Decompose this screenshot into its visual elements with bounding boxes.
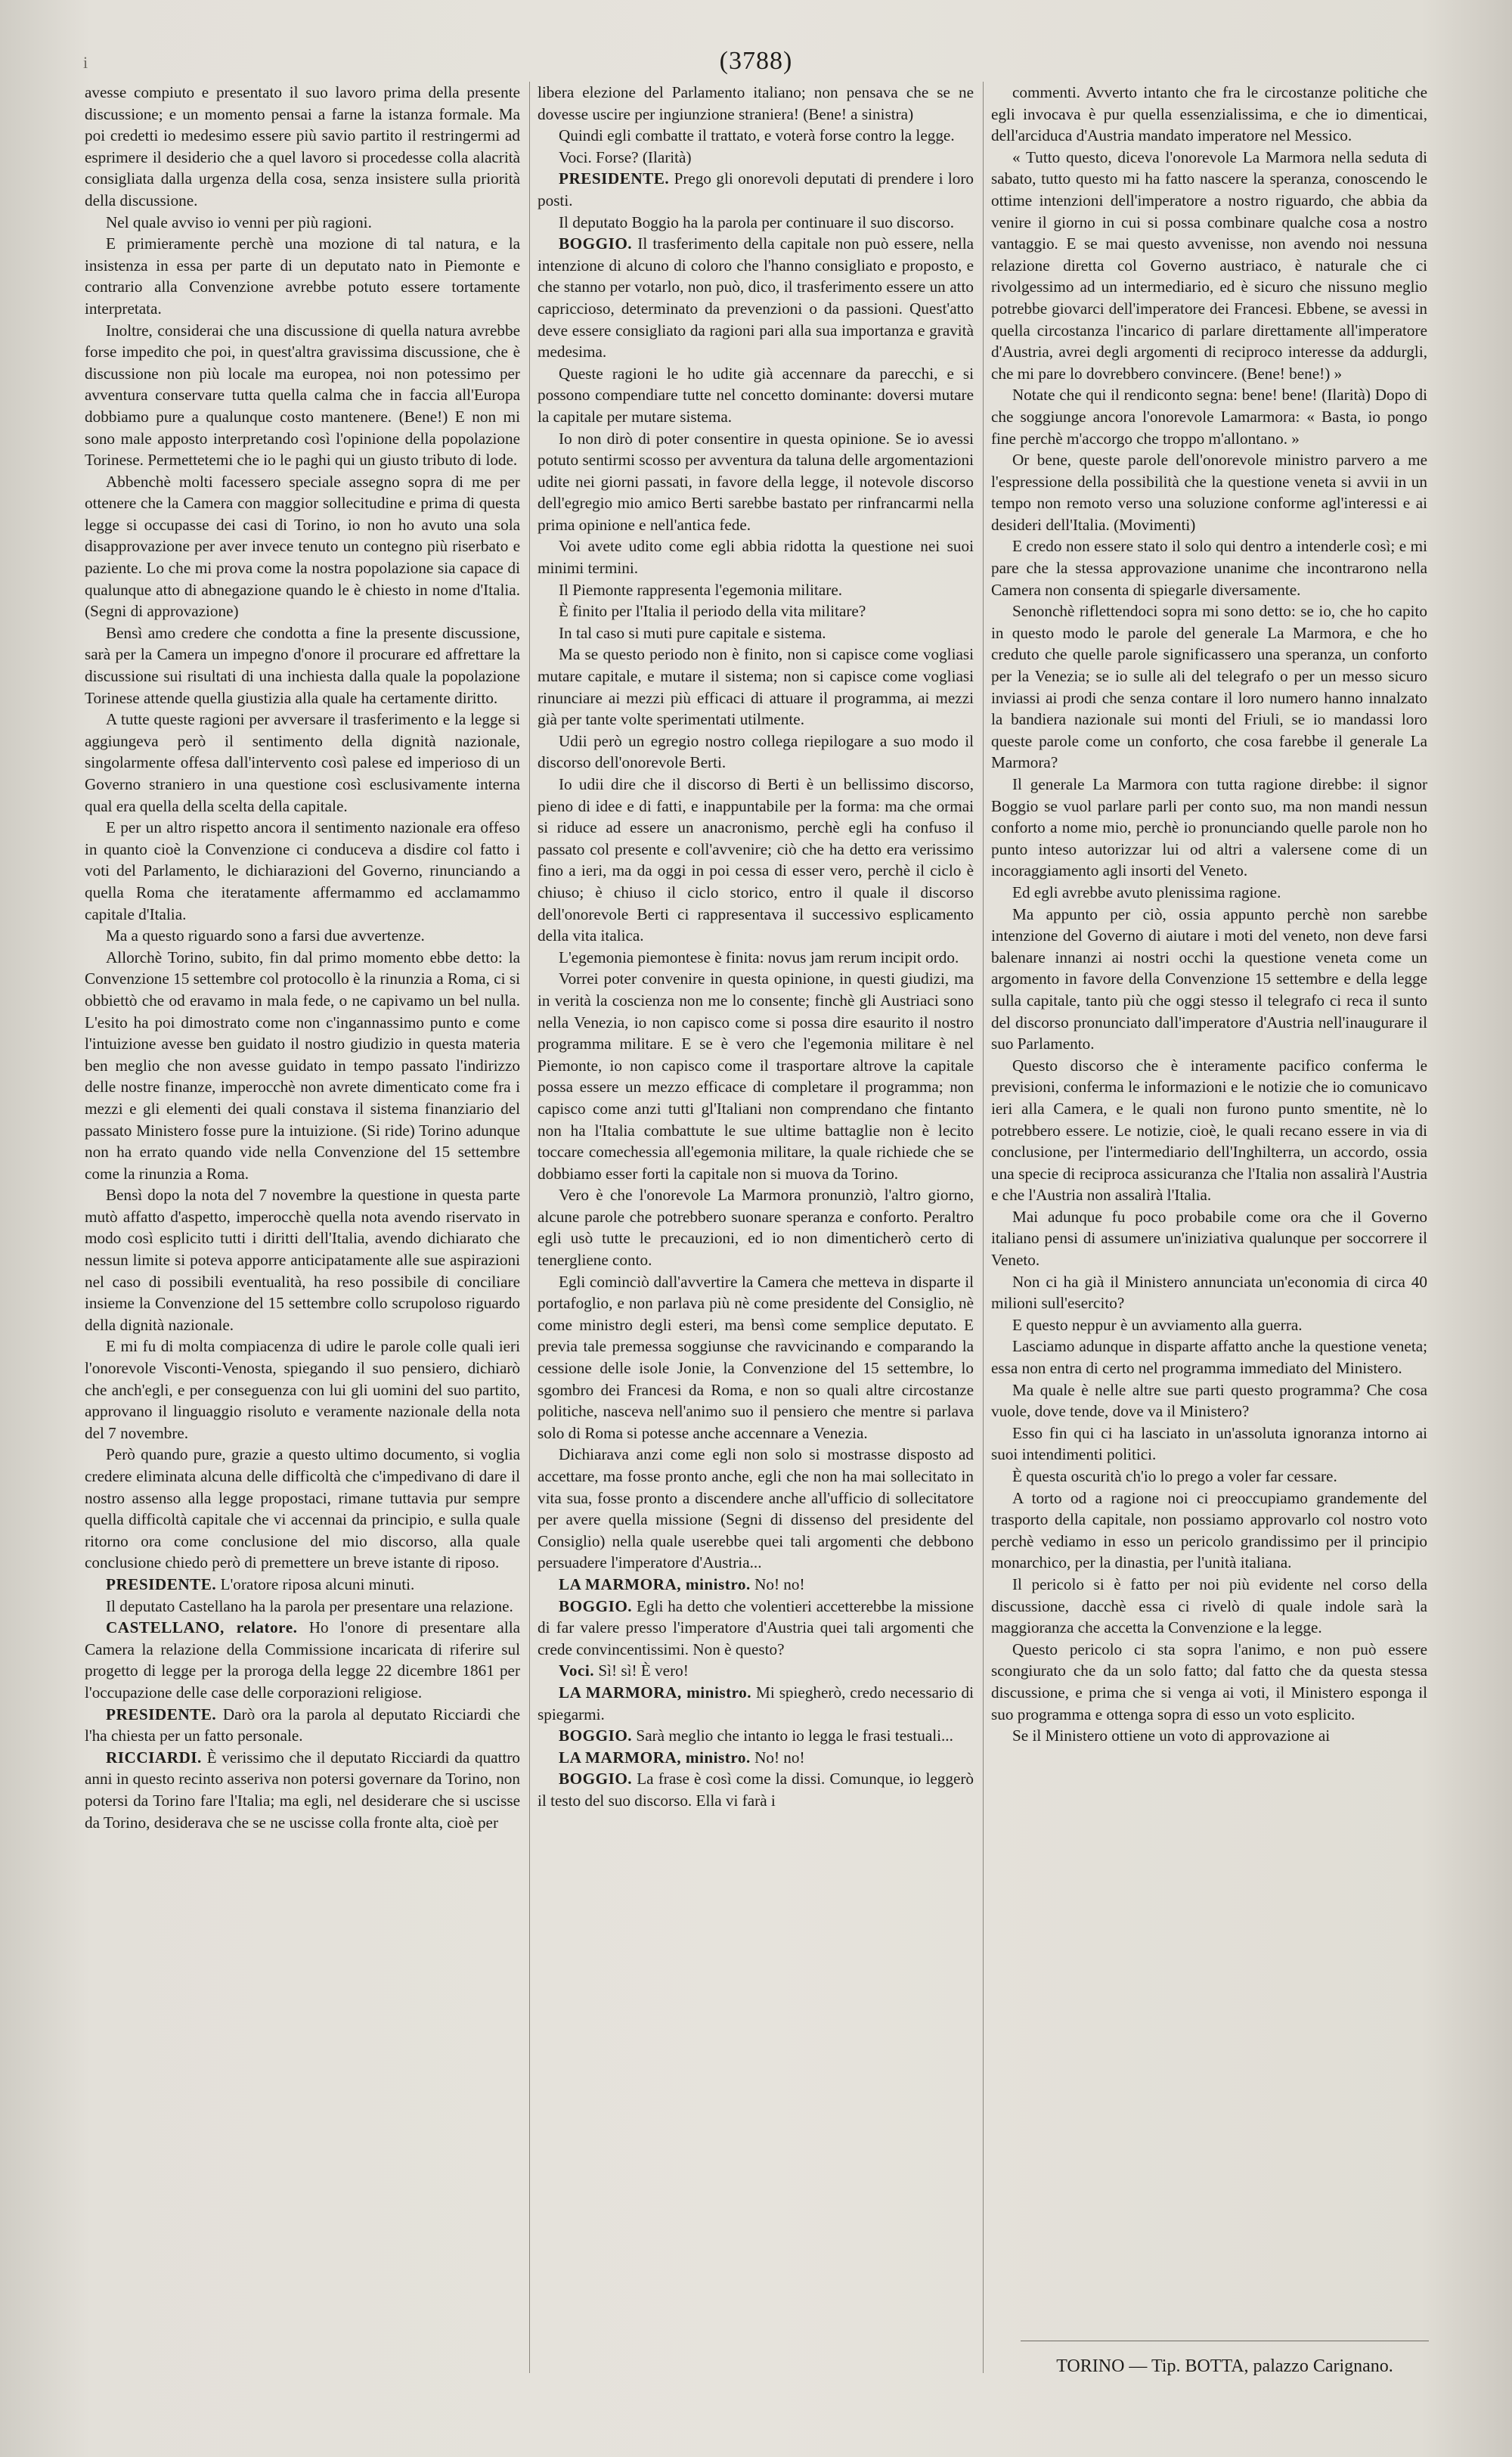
- paragraph: Non ci ha già il Ministero annunciata un'economia di circa 40 milioni sull'esercito?: [991, 1272, 1427, 1313]
- paragraph: A torto od a ragione noi ci preoccupiamo grandemente del trasporto della capitale, non possiamo approvarlo col nostro voto perchè vediamo in esso un pericolo grandissimo per il principio monarchico, per la dinastia, per l'unità italiana.: [991, 1488, 1427, 1572]
- speech: [85, 1596, 520, 1618]
- paragraph: Bensì amo credere che condotta a fine la presente discussione, sarà per la Camera un impegno d'onore il procurare ed affrettare la discussione sui risultati di una inchiesta dalla quale la popolazione Torinese attende quella giustizia alla quale ha certamente diritto.: [85, 623, 520, 707]
- paragraph: Il pericolo si è fatto per noi più evidente nel corso della discussione, dacchè essa ci rivelò di quale indole sarà la maggioranza che accetta la Convenzione e la legge.: [991, 1574, 1427, 1637]
- paragraph: Quindi egli combatte il trattato, e voterà forse contro la legge.: [559, 126, 955, 145]
- paragraph: commenti. Avverto intanto che fra le circostanze politiche che egli invocava è pur quella essenzialissima, e che io dimenticai, dell'arciduca d'Austria mandato imperatore nel Messico.: [991, 83, 1427, 145]
- speech-text: Darò ora la parola al deputato Ricciardi che l'ha chiesta per un fatto personale.: [85, 1705, 520, 1745]
- paragraph: Dichiarava anzi come egli non solo si mostrasse disposto ad accettare, ma fosse pronto anche, egli che non ha mai sollecitato in vita sua, fosse pronto a discendere anche all'ufficio di sollecitatore per avere quella missione (Segni di dissenso del presidente del Consiglio) nella quale userebbe quei tali argomenti che debbono persuadere l'imperatore d'Austria...: [538, 1445, 974, 1572]
- speech-text: Ho l'onore di presentare alla Camera la relazione della Commissione incaricata di riferire sul progetto di legge per la proroga della legge 22 dicembre 1861 per l'occupazione delle case delle corporazioni religiose.: [85, 1618, 520, 1702]
- speech: [85, 1617, 520, 1703]
- speech-text: È verissimo che il deputato Ricciardi da quattro anni in questo recinto asseriva non potersi governare da Torino, non potersi da Torino fare l'Italia; ma egli, nel desiderare che si uscisse da Torino, desiderava che se ne uscisse colla fronte alta, cioè per: [85, 1748, 520, 1832]
- paragraph: È finito per l'Italia il periodo della vita militare?: [559, 602, 866, 621]
- speech: [538, 233, 974, 363]
- paragraph: Ma se questo periodo non è finito, non si capisce come vogliasi mutare capitale, e mutare il sistema; non si capisce come vogliasi rinunciare ai mezzi più efficaci di attuare il programma, ai mezzi già per tante volte sperimentati utilmente.: [538, 645, 974, 729]
- speech-text: L'oratore riposa alcuni minuti.: [220, 1574, 415, 1593]
- speaker-name: CASTELLANO, relatore.: [106, 1618, 298, 1637]
- paragraph: Allorchè Torino, subito, fin dal primo momento ebbe detto: la Convenzione 15 settembre col protocollo è la rinunzia a Roma, ci si obbiettò che od eravamo in mala fede, o ne capivamo un bel nulla. L'esito ha poi dimostrato come non c'ingannassimo punto e come l'intuizione avesse ben guidato il nostro giudizio in questa materia ben meglio che non avesse guidato in tempo passato l'indirizzo delle nostre finanze, imperocchè non avrete dimenticato come fra i mezzi e gli elementi dei quali constava il sistema finanziario del passato Ministero fosse pure la intuizione. (Si ride) Torino adunque non ha errato quando vide nella Convenzione del 15 settembre come la rinunzia a Roma.: [85, 948, 520, 1183]
- speaker-name: BOGGIO.: [559, 234, 633, 253]
- paragraph: È questa oscurità ch'io lo prego a voler far cessare.: [1012, 1467, 1337, 1485]
- paragraph: Esso fin qui ci ha lasciato in un'assoluta ignoranza intorno ai suoi intendimenti politici.: [991, 1423, 1427, 1464]
- speaker-name: Voci.: [559, 1661, 595, 1680]
- paragraph: E mi fu di molta compiacenza di udire le parole colle quali ieri l'onorevole Visconti-Venosta, spiegando il suo pensiero, dichiarò che anch'egli, e per conseguenza con lui gli uomini del suo partito, approvano il linguaggio risoluto e veramente nazionale della nota del 7 novembre.: [85, 1337, 520, 1442]
- paragraph: Lasciamo adunque in disparte affatto anche la questione veneta; essa non entra di certo nel programma immediato del Ministero.: [991, 1337, 1427, 1378]
- page-number: (3788): [719, 47, 793, 75]
- speech: [538, 1768, 974, 1811]
- paragraph: Il Piemonte rappresenta l'egemonia militare.: [559, 580, 843, 599]
- speech-text: No! no!: [754, 1574, 805, 1593]
- margin-mark: i: [83, 53, 88, 72]
- speech: [85, 1574, 520, 1596]
- column-2: [529, 82, 974, 2373]
- column-3: [983, 82, 1427, 2373]
- paragraph: Notate che qui il rendiconto segna: bene! bene! (Ilarità) Dopo di che soggiunge ancora l'onorevole Lamarmora: « Basta, io pongo fine perchè m'accorgo che troppo m'allontano. »: [991, 386, 1427, 448]
- paragraph: Ma a questo riguardo sono a farsi due avvertenze.: [106, 926, 425, 945]
- paragraph: Senonchè riflettendoci sopra mi sono detto: se io, che ho capito in questo modo le parole del generale La Marmora, e che ho creduto che quelle parole significassero una speranza, un conforto per la Venezia; se io sulle ali del telegrafo o per un messo sicuro inviassi ai prodi che senza contare il loro numero hanno innalzato la bandiera nazionale sui monti del Friuli, se io mandassi loro queste parole come un conforto, che cosa farebbe il generale La Marmora?: [991, 602, 1427, 772]
- paragraph: Ma quale è nelle altre sue parti questo programma? Che cosa vuole, dove tende, dove va il Ministero?: [991, 1380, 1427, 1421]
- speech: [85, 1747, 520, 1833]
- speaker-name: BOGGIO.: [559, 1770, 633, 1788]
- speech: [538, 168, 974, 211]
- colophon: TORINO — Tip. BOTTA, palazzo Carignano.: [1021, 2341, 1429, 2377]
- paragraph: Mai adunque fu poco probabile come ora che il Governo italiano pensi di assumere un'iniziativa qualunque per soccorrere il Veneto.: [991, 1207, 1427, 1270]
- speech-text: Egli ha detto che volentieri accetterebbe la missione di far valere presso l'imperatore d'Austria quei tali argomenti che crede convincentissimi. Non è questo?: [538, 1596, 974, 1658]
- paragraph: Voci. Forse? (Ilarità): [559, 147, 692, 166]
- speaker-name: LA MARMORA, ministro.: [559, 1574, 751, 1593]
- paragraph: Voi avete udito come egli abbia ridotta la questione nei suoi minimi termini.: [538, 537, 974, 578]
- paragraph: Questo pericolo ci sta sopra l'animo, e non può essere scongiurato che da un solo fatto; dal fatto che da questa stessa discussione, e prima che si venga ai voti, il Ministero esponga il suo programma e ottenga sopra di esso un voto esplicito.: [991, 1640, 1427, 1723]
- column-1: [85, 82, 520, 2373]
- speech: [538, 1574, 974, 1596]
- paragraph: « Tutto questo, diceva l'onorevole La Marmora nella seduta di sabato, tutto questo mi ha fatto nascere la speranza, conoscendo le ottime intenzioni dell'imperatore a nostro riguardo, che abbia da venire il giorno in cui si possa combinare qualche cosa a nostro vantaggio. E se mai questo avvenisse, non avendo noi nessuna relazione diretta col Governo austriaco, è naturale che ci rivolgessimo ad un intermediario, ed è sicuro che nissuno meglio potrebbe giovarci dell'imperatore dei Francesi. Ebbene, se avessi in quella circostanza l'incarico di parlare direttamente all'imperatore d'Austria, avrei degli argomenti di reciproco interesse da addurgli, che mi pare lo dovrebbero convincere. (Bene! bene!) »: [991, 147, 1427, 383]
- paragraph: Egli cominciò dall'avvertire la Camera che metteva in disparte il portafoglio, e non parlava più nè come presidente del Consiglio, nè come ministro degli esteri, ma bensì come semplice deputato. E previa tale premessa soggiunse che ravvicinando e comparando la cessione delle isole Jonie, la Convenzione del 15 settembre, lo sgombro dei Francesi da Roma, e non so quali altre circostanze politiche, nasceva nell'animo suo il pensiero che mentre si parlava solo di Roma si potesse anche accennare a Venezia.: [538, 1272, 974, 1442]
- paragraph: In tal caso si muti pure capitale e sistema.: [559, 623, 826, 642]
- speech-text: Sì! sì! È vero!: [598, 1661, 689, 1680]
- speech: [538, 1596, 974, 1661]
- paragraph: Udii però un egregio nostro collega riepilogare a suo modo il discorso dell'onorevole Berti.: [538, 731, 974, 772]
- speech: [85, 1704, 520, 1747]
- paragraph: Bensì dopo la nota del 7 novembre la questione in questa parte mutò affatto d'aspetto, imperocchè quella nota avendo riservato in modo così esplicito tutti i diritti dell'Italia, avendo dichiarato che nessun limite si poteva apporre anticipatamente alle sue aspirazioni nel caso di possibili eventualità, ha reso possibile di conciliare insieme la Convenzione del 15 settembre collo scrupoloso riguardo della dignità nazionale.: [85, 1186, 520, 1334]
- speech-text: Il deputato Boggio ha la parola per continuare il suo discorso.: [559, 213, 955, 231]
- speech-text: Prego gli onorevoli deputati di prendere i loro posti.: [538, 169, 974, 209]
- paragraph: Or bene, queste parole dell'onorevole ministro parvero a me l'espressione della possibilità che la questione veneta si avvii in un tempo non remoto verso una soluzione conforme agl'interessi e ai desideri dell'Italia. (Movimenti): [991, 451, 1427, 534]
- paragraph: Vorrei poter convenire in questa opinione, in questi giudizi, ma in verità la coscienza non me lo consente; finchè gli Austriaci sono nella Venezia, io non capisco come si possa dire esaurito il nostro programma militare. E se è vero che l'egemonia militare è nel Piemonte, io non capisco come il trasportare altrove la capitale possa essere un mezzo efficace di completare il programma; non capisco come anzi tutti gl'Italiani non comprendano che fintanto non ha l'Italia combattute le sue ultime battaglie non è lecito toccare comechessia all'egemonia militare, la quale richiede che se dobbiamo esser forti la capitale non si muova da Torino.: [538, 969, 974, 1183]
- speech-text: Il trasferimento della capitale non può essere, nella intenzione di alcuno di coloro che l'hanno consigliato e proposto, e che stanno per votarlo, non può, dico, il trasferimento essere un atto capriccioso, determinato da prevenzioni o da passioni. Quest'atto deve essere consigliato da ragioni pari alla sua importanza e gravità medesima.: [538, 234, 974, 361]
- paragraph: avesse compiuto e presentato il suo lavoro prima della presente discussione; e un momento pensai a farne la istanza formale. Ma poi credetti io medesimo essere più savio partito il restringermi ad esprimere il desiderio che a quel lavoro si procedesse colla alacrità consigliata dalla urgenza della cosa, senza insistere sulla priorità della discussione.: [85, 83, 520, 209]
- speech: [538, 1725, 974, 1747]
- speaker-name: PRESIDENTE.: [106, 1574, 217, 1593]
- speaker-name: BOGGIO.: [559, 1596, 633, 1615]
- paragraph: Abbenchè molti facessero speciale assegno sopra di me per ottenere che la Camera con maggior sollecitudine e prima di questa legge si occupasse dei casi di Torino, io non ho avuto una sola disapprovazione per aver invece tenuto un contegno più riserbato e paziente. Lo che mi prova come la nostra popolazione sia capace di qualunque atto di abnegazione quando le è chiesto in nome d'Italia. (Segni di approvazione): [85, 472, 520, 621]
- paragraph: L'egemonia piemontese è finita: novus jam rerum incipit ordo.: [559, 948, 959, 966]
- speech-text: No! no!: [754, 1748, 805, 1767]
- speech-text: Mi spiegherò, credo necessario di spiegarmi.: [538, 1683, 974, 1723]
- speaker-name: RICCIARDI.: [106, 1748, 202, 1767]
- paragraph: Vero è che l'onorevole La Marmora pronunziò, l'altro giorno, alcune parole che potrebbero suonare speranza e conforto. Peraltro egli usò tutte le precauzioni, ed io non dimenticherò certo di tenergliene conto.: [538, 1186, 974, 1270]
- paragraph: Io non dirò di poter consentire in questa opinione. Se io avessi potuto sentirmi scosso per avventura da taluna delle argomentazioni udite nei giorni passati, in favore della legge, il notevole discorso dell'egregio mio amico Berti sarebbe bastato per rinfrancarmi nella prima opinione e nell'antica fede.: [538, 429, 974, 534]
- speech-text: Sarà meglio che intanto io legga le frasi testuali...: [636, 1726, 953, 1745]
- paragraph: Il generale La Marmora con tutta ragione direbbe: il signor Boggio se vuol parlare parli per conto suo, ma non mandi nessun conforto a nome mio, perchè io pronunciando quelle parole non ho punto inteso autorizzar lui od altri a valersene come di un incoraggiamento agli insorti del Veneto.: [991, 775, 1427, 880]
- paragraph: E credo non essere stato il solo qui dentro a intenderle così; e mi pare che la stessa approvazione unanime che incontrarono nella Camera non consenta di spiegarle diversamente.: [991, 537, 1427, 599]
- speech: [538, 212, 974, 234]
- paragraph: Però quando pure, grazie a questo ultimo documento, si voglia credere eliminata alcuna delle difficoltà che c'impedivano di dare il nostro assenso alla legge propostaci, rimane tuttavia pur sempre quella difficoltà capitale che vi accennai da principio, e sulla quale ritorno ora come conclusione del mio discorso, alla quale conclusione chiedo però di premettere un breve istante di riposo.: [85, 1445, 520, 1572]
- paragraph: Io udii dire che il discorso di Berti è un bellissimo discorso, pieno di idee e di fatti, e inappuntabile per la forma: ma che ormai si riduce ad essere un anacronismo, perchè egli ha confuso il passato col presente e coll'avvenire; ciò che ha detto era verissimo fino a ieri, ma da oggi in poi cessa di esser vero, perchè il ciclo è chiuso; è chiuso il ciclo storico, entro il quale il discorso dell'onorevole Berti ci rappresentava il successivo esplicamento della vita italica.: [538, 775, 974, 945]
- paragraph: Se il Ministero ottiene un voto di approvazione ai: [1012, 1726, 1331, 1745]
- paragraph: E questo neppur è un avviamento alla guerra.: [1012, 1315, 1303, 1334]
- paragraph: Nel quale avviso io venni per più ragioni.: [106, 213, 372, 231]
- speaker-name: LA MARMORA, ministro.: [559, 1748, 751, 1767]
- speech: [538, 1660, 974, 1682]
- speaker-name: PRESIDENTE.: [559, 169, 670, 188]
- text-columns: [85, 82, 1427, 2373]
- paragraph: E primieramente perchè una mozione di tal natura, e la insistenza in essa per parte di un deputato nato in Piemonte e contrario alla Convenzione avrebbe potuto essere tortamente interpretata.: [85, 234, 520, 318]
- paragraph: A tutte queste ragioni per avversare il trasferimento e la legge si aggiungeva però il sentimento della dignità nazionale, singolarmente offesa dall'intervento così palese ed imperioso di un Governo straniero in una questione così esclusivamente interna qual era quella della scelta della capitale.: [85, 710, 520, 815]
- paragraph: Inoltre, considerai che una discussione di quella natura avrebbe forse impedito che poi, in quest'altra gravissima discussione, che è discussione non più locale ma europea, noi non potessimo per avventura conservare tutta quella calma che in faccia all'Europa dobbiamo pure a qualunque costo mantenere. (Bene!) E non mi sono male apposto interpretando così l'opinione della popolazione Torinese. Permettetemi che io le paghi qui un giusto tributo di lode.: [85, 321, 520, 470]
- paragraph: E per un altro rispetto ancora il sentimento nazionale era offeso in quanto cioè la Convenzione ci conduceva a disdire col fatto i voti del Parlamento, le dichiarazioni del Governo, rinunciando a quella Roma che iteratamente affermammo ed acclamammo capitale d'Italia.: [85, 818, 520, 923]
- speaker-name: LA MARMORA, ministro.: [559, 1683, 752, 1702]
- speaker-name: PRESIDENTE.: [106, 1705, 217, 1723]
- speech-text: Il deputato Castellano ha la parola per presentare una relazione.: [106, 1596, 513, 1615]
- speech-text: La frase è così come la dissi. Comunque, io leggerò il testo del suo discorso. Ella vi farà i: [538, 1770, 974, 1810]
- speech: [538, 1747, 974, 1769]
- paragraph: Ed egli avrebbe avuto plenissima ragione.: [1012, 883, 1281, 901]
- paragraph: libera elezione del Parlamento italiano; non pensava che se ne dovesse uscire per ingiunzione straniera! (Bene! a sinistra): [538, 83, 974, 123]
- paragraph: Questo discorso che è interamente pacifico conferma le previsioni, conferma le informazioni e le notizie che io comunicavo ieri alla Camera, e le quali non furono punto smentite, nè lo potrebbero essere. Le notizie, cioè, le quali recano essere in via di conclusione, per l'intermediario dell'Inghilterra, un accordo, ossia una specie di reciproca assicuranza che l'Italia non assalirà l'Austria e che l'Austria non assalirà l'Italia.: [991, 1056, 1427, 1205]
- speech: [538, 1682, 974, 1725]
- paragraph: Queste ragioni le ho udite già accennare da parecchi, e si possono compendiare tutte nel concetto dominante: doversi mutare la capitale per mutare sistema.: [538, 364, 974, 426]
- speaker-name: BOGGIO.: [559, 1726, 633, 1745]
- paragraph: Ma appunto per ciò, ossia appunto perchè non sarebbe intenzione del Governo di aiutare i moti del veneto, non deve farsi balenare innanzi ai nostri occhi la questione veneta come un argomento in favore della Convenzione 15 settembre e della legge sulla capitale, tanto più che oggi stesso il telegrafo ci reca il sunto del discorso pronunciato dall'imperatore d'Austria nell'inaugurare il suo Parlamento.: [991, 904, 1427, 1053]
